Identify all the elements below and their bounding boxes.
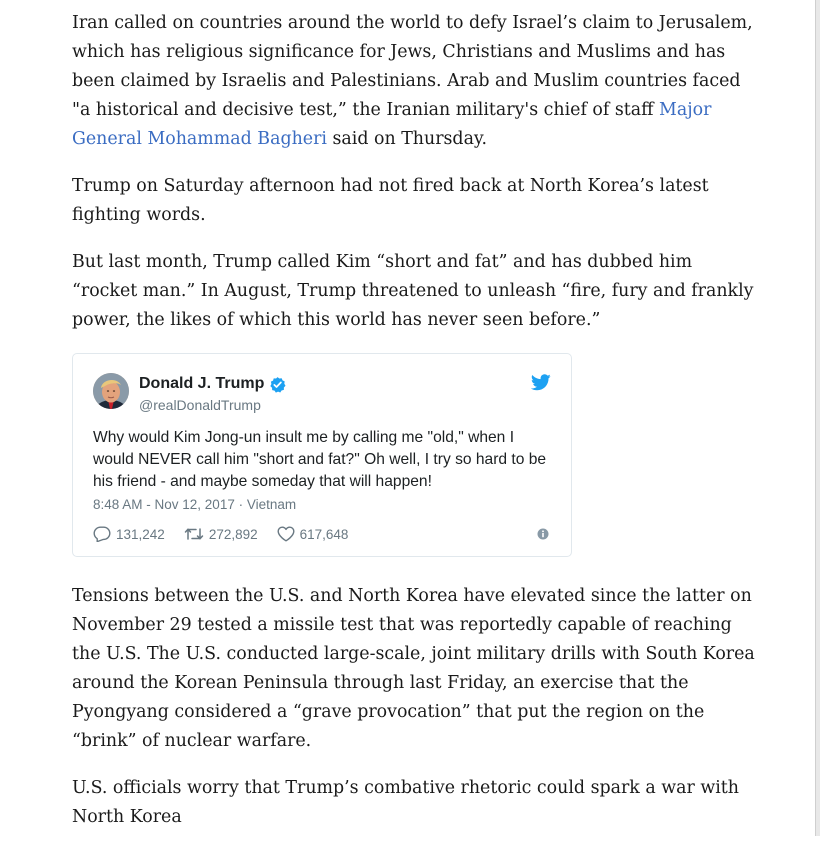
- bagheri-link[interactable]: Major General Mohammad Bagheri: [72, 100, 712, 149]
- avatar[interactable]: [93, 373, 129, 409]
- paragraph-iran: [72, 9, 762, 154]
- paragraph-officials: U.S. officials worry that Trump’s combative rhetoric could spark a war with North Korea: [72, 778, 739, 827]
- paragraph-trump-saturday: Trump on Saturday afternoon had not fired back at North Korea’s latest fighting words.: [72, 176, 709, 225]
- reply-count: 131,242: [116, 526, 165, 542]
- like-action[interactable]: [277, 520, 349, 549]
- embedded-tweet[interactable]: [72, 353, 572, 557]
- tweet-text: Why would Kim Jong-un insult me by calling me "old," when I would NEVER call him "short and fat?" Oh well, I try so hard to be his friend - and maybe someday that will happen!: [93, 429, 547, 490]
- paragraph-last-month: But last month, Trump called Kim “short and fat” and has dubbed him “rocket man.” In August, Trump threatened to unleash “fire, fury and frankly power, the likes of which this world has never seen before.”: [72, 252, 754, 330]
- tweet-timestamp[interactable]: 8:48 AM - Nov 12, 2017 · Vietnam: [93, 497, 297, 512]
- info-icon[interactable]: [537, 528, 549, 540]
- retweet-action[interactable]: [184, 520, 258, 549]
- reply-icon: [93, 526, 111, 542]
- tweet-actions: [93, 524, 367, 544]
- tweet-author-name[interactable]: Donald J. Trump: [139, 375, 265, 392]
- paragraph-tensions: Tensions between the U.S. and North Korea have elevated since the latter on November 29 tested a missile test that was reportedly capable of reaching the U.S. The U.S. conducted large-scale, joint military drills with South Korea around the Korean Peninsula through last Friday, an exercise that the Pyongyang considered a “grave provocation” that put the region on the “brink” of nuclear warfare.: [72, 586, 755, 751]
- page-frame-edge: [816, 0, 820, 836]
- heart-icon: [277, 526, 295, 542]
- reply-action[interactable]: [93, 520, 165, 549]
- tweet-author[interactable]: [139, 374, 286, 394]
- like-count: 617,648: [299, 526, 349, 542]
- avatar-portrait-icon: [93, 373, 129, 409]
- twitter-bird-icon[interactable]: [531, 374, 551, 391]
- paragraph-iran-tail: said on Thursday.: [326, 129, 487, 149]
- retweet-icon: [184, 526, 204, 542]
- verified-badge-icon: [269, 376, 286, 393]
- paragraph-iran-text: Iran called on countries around the world to defy Israel’s claim to Jerusalem, which has religious significance for Jews, Christians and Muslims and has been claimed by Israelis and Palestinians. Arab and Muslim countries faced "a historical and decisive test,” the Iranian military's chief of staff: [72, 13, 753, 120]
- article-body: [72, 9, 762, 850]
- tweet-handle[interactable]: @realDonaldTrump: [139, 397, 261, 413]
- retweet-count: 272,892: [208, 526, 258, 542]
